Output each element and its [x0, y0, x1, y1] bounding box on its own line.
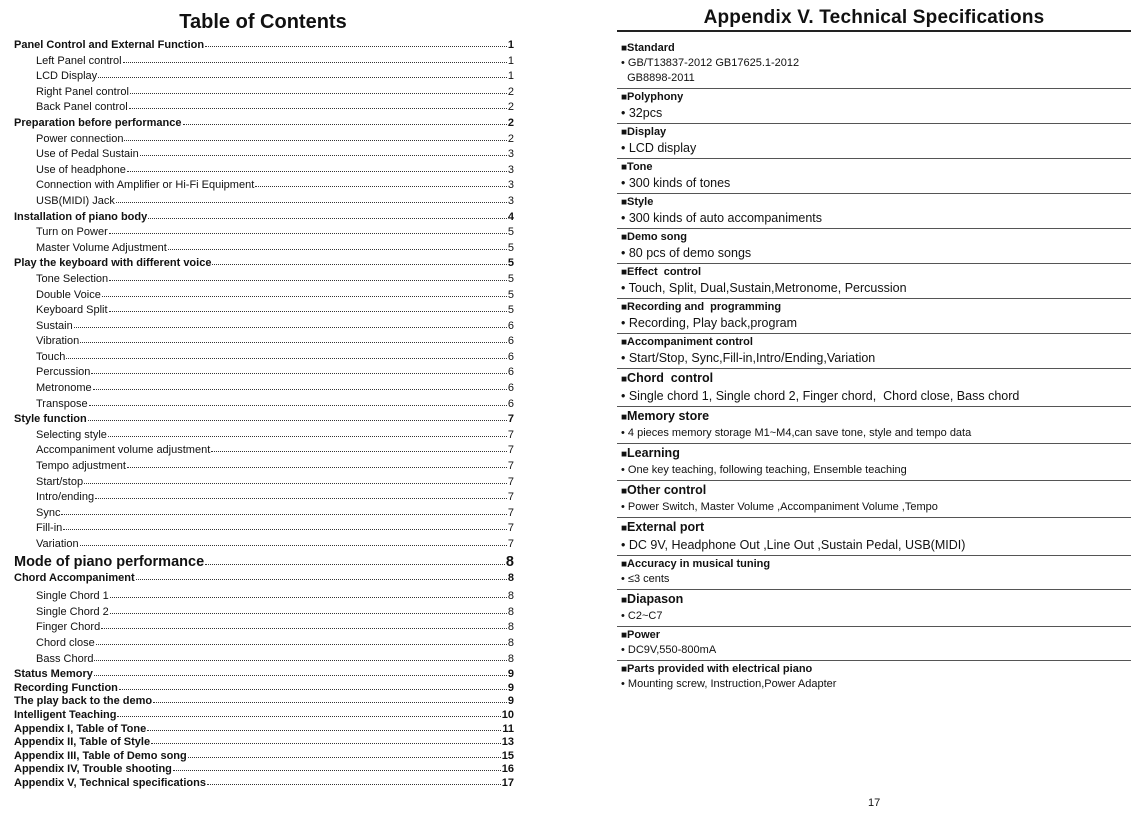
toc-entry-page: 8	[507, 621, 514, 634]
toc-list	[12, 38, 514, 790]
toc-entry-text: Tempo adjustment	[36, 460, 126, 473]
toc-entry-page: 7	[507, 522, 514, 535]
toc-entry-page: 1	[507, 70, 514, 83]
toc-entry-text: Finger Chord	[36, 621, 101, 634]
toc-entry-page: 3	[507, 194, 514, 207]
toc-entry-page: 9	[507, 668, 514, 681]
toc-entry-page: 3	[507, 179, 514, 192]
spec-value: • GB/T13837-2012 GB17625.1-2012	[621, 57, 800, 69]
spec-heading-text: Accompaniment control	[627, 336, 753, 348]
toc-entry-page: 5	[507, 257, 514, 270]
toc-leader-dots	[117, 707, 500, 717]
toc-entry	[12, 350, 514, 366]
toc-leader-dots	[88, 411, 507, 421]
toc-entry-text: Master Volume Adjustment	[36, 241, 167, 254]
toc-entry-page: 7	[507, 538, 514, 550]
toc-entry-page: 6	[507, 366, 514, 379]
toc-entry-page: 6	[507, 335, 514, 348]
toc-entry-page: 2	[507, 116, 514, 129]
toc-leader-dots	[205, 37, 507, 47]
square-bullet-icon: ■	[621, 197, 628, 208]
toc-entry-page: 9	[507, 695, 514, 708]
square-bullet-icon: ■	[621, 486, 628, 497]
spec-heading-text: Chord control	[627, 371, 714, 385]
spec-value: • 32pcs	[621, 106, 663, 120]
spec-heading	[621, 370, 1131, 388]
toc-entry-page: 4	[507, 210, 514, 223]
square-bullet-icon: ■	[621, 449, 628, 460]
toc-entry	[12, 116, 514, 132]
toc-leader-dots	[63, 520, 507, 530]
spec-heading	[621, 41, 1131, 56]
toc-entry-page: 7	[507, 475, 514, 488]
toc-entry	[12, 397, 514, 413]
toc-entry	[12, 776, 514, 790]
toc-entry-page: 3	[507, 148, 514, 161]
toc-entry-page: 7	[507, 491, 514, 504]
spec-item	[617, 590, 1131, 627]
spec-heading-text: Parts provided with electrical piano	[627, 663, 813, 675]
spec-heading-text: Polyphony	[627, 91, 684, 103]
toc-leader-dots	[110, 604, 507, 614]
spec-item	[617, 369, 1131, 407]
table-of-contents	[12, 10, 514, 790]
toc-title: Table of Contents	[179, 11, 347, 33]
toc-entry-text: Single Chord 2	[36, 605, 109, 618]
toc-entry	[12, 620, 514, 636]
toc-entry	[12, 178, 514, 194]
toc-entry	[12, 381, 514, 397]
toc-leader-dots	[207, 775, 501, 785]
toc-entry	[12, 428, 514, 444]
toc-entry	[12, 537, 514, 553]
toc-entry	[12, 85, 514, 101]
toc-entry-text: Selecting style	[36, 428, 107, 441]
toc-leader-dots	[130, 84, 507, 94]
toc-leader-dots	[151, 734, 501, 744]
spec-heading-text: Power	[627, 629, 661, 641]
spec-value: • Single chord 1, Single chord 2, Finger chord, Chord close, Bass chord	[621, 389, 1020, 403]
spec-item	[617, 89, 1131, 124]
toc-entry	[12, 667, 514, 681]
spec-value: • Start/Stop, Sync,Fill-in,Intro/Ending,Variation	[621, 351, 876, 365]
toc-entry-text: Bass Chord	[36, 652, 94, 665]
spec-item	[617, 661, 1131, 694]
toc-leader-dots	[89, 396, 507, 406]
toc-entry-text: Transpose	[36, 397, 88, 410]
spec-item	[617, 159, 1131, 194]
toc-entry	[12, 100, 514, 116]
toc-entry-page: 6	[507, 350, 514, 363]
toc-entry	[12, 163, 514, 179]
toc-entry-text: Vibration	[36, 335, 80, 348]
spec-heading	[621, 519, 1131, 537]
toc-leader-dots	[94, 666, 507, 676]
toc-entry	[12, 288, 514, 304]
spec-heading	[621, 628, 1131, 643]
square-bullet-icon: ■	[621, 523, 628, 534]
toc-entry	[12, 490, 514, 506]
spec-heading	[621, 300, 1131, 315]
toc-entry	[12, 749, 514, 763]
toc-leader-dots	[168, 240, 507, 250]
toc-entry-text: Keyboard Split	[36, 304, 108, 317]
square-bullet-icon: ■	[621, 127, 628, 138]
toc-leader-dots	[94, 651, 506, 661]
toc-leader-dots	[109, 224, 507, 234]
spec-heading	[621, 125, 1131, 140]
toc-entry-text: Fill-in	[36, 522, 63, 535]
spec-heading-text: Diapason	[627, 592, 684, 606]
toc-entry	[12, 571, 514, 587]
toc-leader-dots	[80, 333, 507, 343]
spec-value: • C2~C7	[621, 610, 663, 622]
toc-entry-text: Left Panel control	[36, 54, 122, 67]
spec-heading-text: External port	[627, 520, 705, 534]
spec-heading	[621, 557, 1131, 572]
toc-entry-page: 7	[507, 460, 514, 473]
toc-entry-text: Start/stop	[36, 475, 84, 488]
spec-value: • 80 pcs of demo songs	[621, 246, 752, 260]
spec-list	[617, 40, 1131, 694]
spec-value: • Mounting screw, Instruction,Power Adapter	[621, 678, 837, 690]
spec-value: • 4 pieces memory storage M1~M4,can save tone, style and tempo data	[621, 427, 972, 439]
toc-leader-dots	[102, 287, 507, 297]
toc-entry-text: Use of headphone	[36, 163, 126, 176]
toc-entry	[12, 506, 514, 522]
toc-entry-text: Use of Pedal Sustain	[36, 148, 139, 161]
toc-entry-page: 2	[507, 132, 514, 145]
toc-entry	[12, 319, 514, 335]
specs-title: Appendix V. Technical Specifications	[617, 6, 1131, 32]
spec-heading-text: Memory store	[627, 409, 710, 423]
spec-value: • 300 kinds of tones	[621, 176, 731, 190]
spec-heading	[621, 662, 1131, 677]
spec-item	[617, 40, 1131, 89]
toc-leader-dots	[127, 162, 507, 172]
spec-value: • LCD display	[621, 141, 697, 155]
toc-entry-text: Double Voice	[36, 288, 101, 301]
toc-entry	[12, 147, 514, 163]
toc-entry-text: Appendix I, Table of Tone	[14, 722, 147, 735]
toc-entry-page: 6	[507, 397, 514, 410]
square-bullet-icon: ■	[621, 337, 628, 348]
toc-entry-page: 6	[507, 382, 514, 395]
toc-entry-text: Appendix V, Technical specifications	[14, 776, 206, 789]
spec-heading-text: Demo song	[627, 231, 687, 243]
spec-heading-text: Standard	[627, 42, 675, 54]
toc-entry-page: 5	[507, 304, 514, 317]
square-bullet-icon: ■	[621, 92, 628, 103]
spec-heading-text: Recording and programming	[627, 301, 782, 313]
toc-entry-text: Mode of piano performance	[14, 553, 205, 570]
toc-entry	[12, 589, 514, 605]
toc-entry-page: 7	[507, 413, 514, 426]
toc-leader-dots	[255, 177, 507, 187]
toc-entry-text: Preparation before performance	[14, 116, 182, 129]
toc-leader-dots	[148, 209, 507, 219]
spec-heading-text: Accuracy in musical tuning	[627, 558, 771, 570]
toc-entry-text: Variation	[36, 538, 79, 550]
toc-leader-dots	[205, 555, 505, 565]
toc-entry-page: 5	[507, 288, 514, 301]
toc-entry-text: The play back to the demo	[14, 695, 153, 708]
toc-entry-page: 5	[507, 241, 514, 254]
toc-leader-dots	[95, 489, 507, 499]
spec-heading	[621, 265, 1131, 280]
spec-heading-text: Display	[627, 126, 667, 138]
toc-entry-page: 3	[507, 163, 514, 176]
technical-specifications	[617, 6, 1131, 694]
toc-entry-text: Touch	[36, 350, 66, 363]
toc-entry-page: 8	[507, 652, 514, 665]
toc-entry	[12, 241, 514, 257]
toc-leader-dots	[61, 505, 506, 515]
square-bullet-icon: ■	[621, 559, 628, 570]
toc-leader-dots	[119, 680, 507, 690]
spec-heading	[621, 408, 1131, 426]
toc-entry-text: Panel Control and External Function	[14, 39, 205, 51]
toc-entry-page: 17	[501, 776, 514, 789]
spec-item	[617, 264, 1131, 299]
toc-leader-dots	[153, 693, 507, 703]
toc-entry-text: Installation of piano body	[14, 210, 148, 223]
toc-leader-dots	[110, 588, 507, 598]
toc-leader-dots	[74, 318, 507, 328]
toc-leader-dots	[173, 761, 501, 771]
toc-entry	[12, 722, 514, 736]
toc-entry	[12, 735, 514, 749]
toc-entry-text: Appendix III, Table of Demo song	[14, 749, 187, 762]
toc-entry	[12, 694, 514, 708]
square-bullet-icon: ■	[621, 630, 628, 641]
toc-entry	[12, 554, 514, 571]
spec-heading	[621, 482, 1131, 500]
toc-leader-dots	[212, 255, 506, 265]
toc-entry-page: 8	[505, 553, 514, 570]
spec-heading-text: Other control	[627, 483, 707, 497]
spec-heading	[621, 591, 1131, 609]
toc-entry	[12, 132, 514, 148]
toc-leader-dots	[108, 427, 507, 437]
toc-entry-page: 1	[507, 39, 514, 51]
toc-entry-text: Tone Selection	[36, 272, 109, 285]
toc-entry-text: LCD Display	[36, 70, 98, 83]
toc-leader-dots	[136, 570, 507, 580]
square-bullet-icon: ■	[621, 374, 628, 385]
toc-entry	[12, 210, 514, 226]
toc-entry	[12, 521, 514, 537]
toc-entry	[12, 412, 514, 428]
toc-entry-text: Chord close	[36, 636, 95, 649]
spec-heading	[621, 335, 1131, 350]
toc-entry	[12, 194, 514, 210]
spec-heading-text: Effect control	[627, 266, 701, 278]
toc-entry-page: 7	[507, 506, 514, 519]
spec-item	[617, 229, 1131, 264]
toc-entry	[12, 652, 514, 668]
toc-entry-text: Style function	[14, 413, 87, 426]
spec-heading-text: Style	[627, 196, 654, 208]
toc-entry-page: 5	[507, 226, 514, 239]
toc-entry	[12, 443, 514, 459]
spec-item	[617, 556, 1131, 590]
toc-entry-text: Percussion	[36, 366, 91, 379]
toc-leader-dots	[98, 68, 507, 78]
toc-entry-text: Status Memory	[14, 668, 93, 681]
toc-leader-dots	[91, 364, 506, 374]
toc-entry	[12, 605, 514, 621]
toc-leader-dots	[211, 442, 507, 452]
toc-leader-dots	[84, 474, 507, 484]
toc-entry	[12, 54, 514, 70]
toc-entry-page: 8	[507, 571, 514, 584]
toc-entry-text: Appendix IV, Trouble shooting	[14, 763, 172, 776]
spec-value: • DC9V,550-800mA	[621, 644, 717, 656]
square-bullet-icon: ■	[621, 412, 628, 423]
toc-leader-dots	[116, 193, 507, 203]
square-bullet-icon: ■	[621, 595, 628, 606]
toc-entry-text: Metronome	[36, 382, 92, 395]
toc-entry	[12, 459, 514, 475]
toc-entry-text: Appendix II, Table of Style	[14, 736, 151, 749]
spec-item	[617, 334, 1131, 369]
toc-entry-text: Intro/ending	[36, 491, 95, 504]
toc-entry	[12, 69, 514, 85]
toc-entry-page: 2	[507, 85, 514, 98]
toc-entry-text: Right Panel control	[36, 85, 129, 98]
toc-entry-page: 7	[507, 428, 514, 441]
toc-leader-dots	[129, 99, 507, 109]
toc-entry-text: Sync	[36, 506, 61, 519]
toc-entry-text: Chord Accompaniment	[14, 571, 135, 584]
toc-entry	[12, 272, 514, 288]
square-bullet-icon: ■	[621, 162, 628, 173]
spec-item	[617, 518, 1131, 556]
spec-item	[617, 627, 1131, 661]
spec-item	[617, 124, 1131, 159]
spec-item	[617, 481, 1131, 518]
toc-entry-page: 8	[507, 636, 514, 649]
toc-leader-dots	[66, 349, 507, 359]
spec-value: • Power Switch, Master Volume ,Accompaniment Volume ,Tempo	[621, 501, 938, 513]
toc-leader-dots	[96, 635, 507, 645]
spec-value: • One key teaching, following teaching, Ensemble teaching	[621, 464, 907, 476]
toc-entry-text: Single Chord 1	[36, 590, 109, 603]
toc-entry-page: 7	[507, 444, 514, 457]
spec-item	[617, 407, 1131, 444]
toc-entry-page: 15	[501, 749, 514, 762]
toc-entry-page: 16	[501, 763, 514, 776]
square-bullet-icon: ■	[621, 664, 628, 675]
square-bullet-icon: ■	[621, 43, 628, 54]
toc-entry	[12, 475, 514, 491]
toc-entry-page: 13	[501, 736, 514, 749]
spec-heading-text: Learning	[627, 446, 680, 460]
toc-entry-page: 8	[507, 590, 514, 603]
toc-leader-dots	[93, 380, 507, 390]
spec-heading	[621, 445, 1131, 463]
toc-entry-text: Intelligent Teaching	[14, 708, 117, 721]
spec-value: • ≤3 cents	[621, 573, 670, 585]
toc-entry-text: Accompaniment volume adjustment	[36, 444, 211, 457]
toc-entry	[12, 762, 514, 776]
spec-heading	[621, 195, 1131, 210]
toc-entry-page: 1	[507, 54, 514, 67]
toc-leader-dots	[101, 619, 507, 629]
toc-leader-dots	[124, 131, 506, 141]
spec-item	[617, 194, 1131, 229]
toc-entry-page: 11	[502, 722, 514, 735]
toc-leader-dots	[140, 146, 507, 156]
toc-entry	[12, 681, 514, 695]
spec-value: • Recording, Play back,program	[621, 316, 797, 330]
toc-entry-text: Connection with Amplifier or Hi-Fi Equipment	[36, 179, 255, 192]
toc-leader-dots	[127, 458, 507, 468]
spec-heading	[621, 90, 1131, 105]
toc-leader-dots	[109, 271, 507, 281]
toc-entry	[12, 256, 514, 272]
spec-value: • 300 kinds of auto accompaniments	[621, 211, 823, 225]
toc-entry	[12, 365, 514, 381]
toc-leader-dots	[147, 721, 501, 731]
toc-entry-page: 6	[507, 319, 514, 332]
toc-entry-text: Sustain	[36, 319, 73, 332]
toc-entry-page: 9	[507, 681, 514, 694]
toc-entry	[12, 225, 514, 241]
spec-value: • Touch, Split, Dual,Sustain,Metronome, Percussion	[621, 281, 907, 295]
toc-leader-dots	[80, 536, 507, 546]
spec-heading	[621, 230, 1131, 245]
spec-heading-text: Tone	[627, 161, 653, 173]
toc-entry-page: 2	[507, 101, 514, 114]
toc-entry-text: Recording Function	[14, 681, 118, 694]
spec-value: • DC 9V, Headphone Out ,Line Out ,Sustain Pedal, USB(MIDI)	[621, 538, 966, 552]
toc-entry-text: Power connection	[36, 132, 124, 145]
toc-entry-text: USB(MIDI) Jack	[36, 194, 115, 207]
toc-entry-text: Back Panel control	[36, 101, 128, 114]
toc-entry-text: Turn on Power	[36, 226, 108, 239]
square-bullet-icon: ■	[621, 267, 628, 278]
toc-entry-page: 10	[501, 708, 514, 721]
toc-entry-text: Play the keyboard with different voice	[14, 257, 212, 270]
toc-entry	[12, 334, 514, 350]
spec-item	[617, 299, 1131, 334]
toc-leader-dots	[123, 53, 507, 63]
toc-leader-dots	[183, 115, 507, 125]
spec-item	[617, 444, 1131, 481]
square-bullet-icon: ■	[621, 232, 628, 243]
toc-entry	[12, 708, 514, 722]
toc-leader-dots	[109, 302, 507, 312]
toc-entry	[12, 303, 514, 319]
toc-entry-page: 5	[507, 272, 514, 285]
spec-heading	[621, 160, 1131, 175]
square-bullet-icon: ■	[621, 302, 628, 313]
toc-entry	[12, 636, 514, 652]
spec-value: GB8898-2011	[621, 72, 695, 84]
toc-leader-dots	[188, 748, 501, 758]
page-number: 17	[868, 797, 881, 809]
toc-entry	[12, 38, 514, 54]
toc-entry-page: 8	[507, 605, 514, 618]
